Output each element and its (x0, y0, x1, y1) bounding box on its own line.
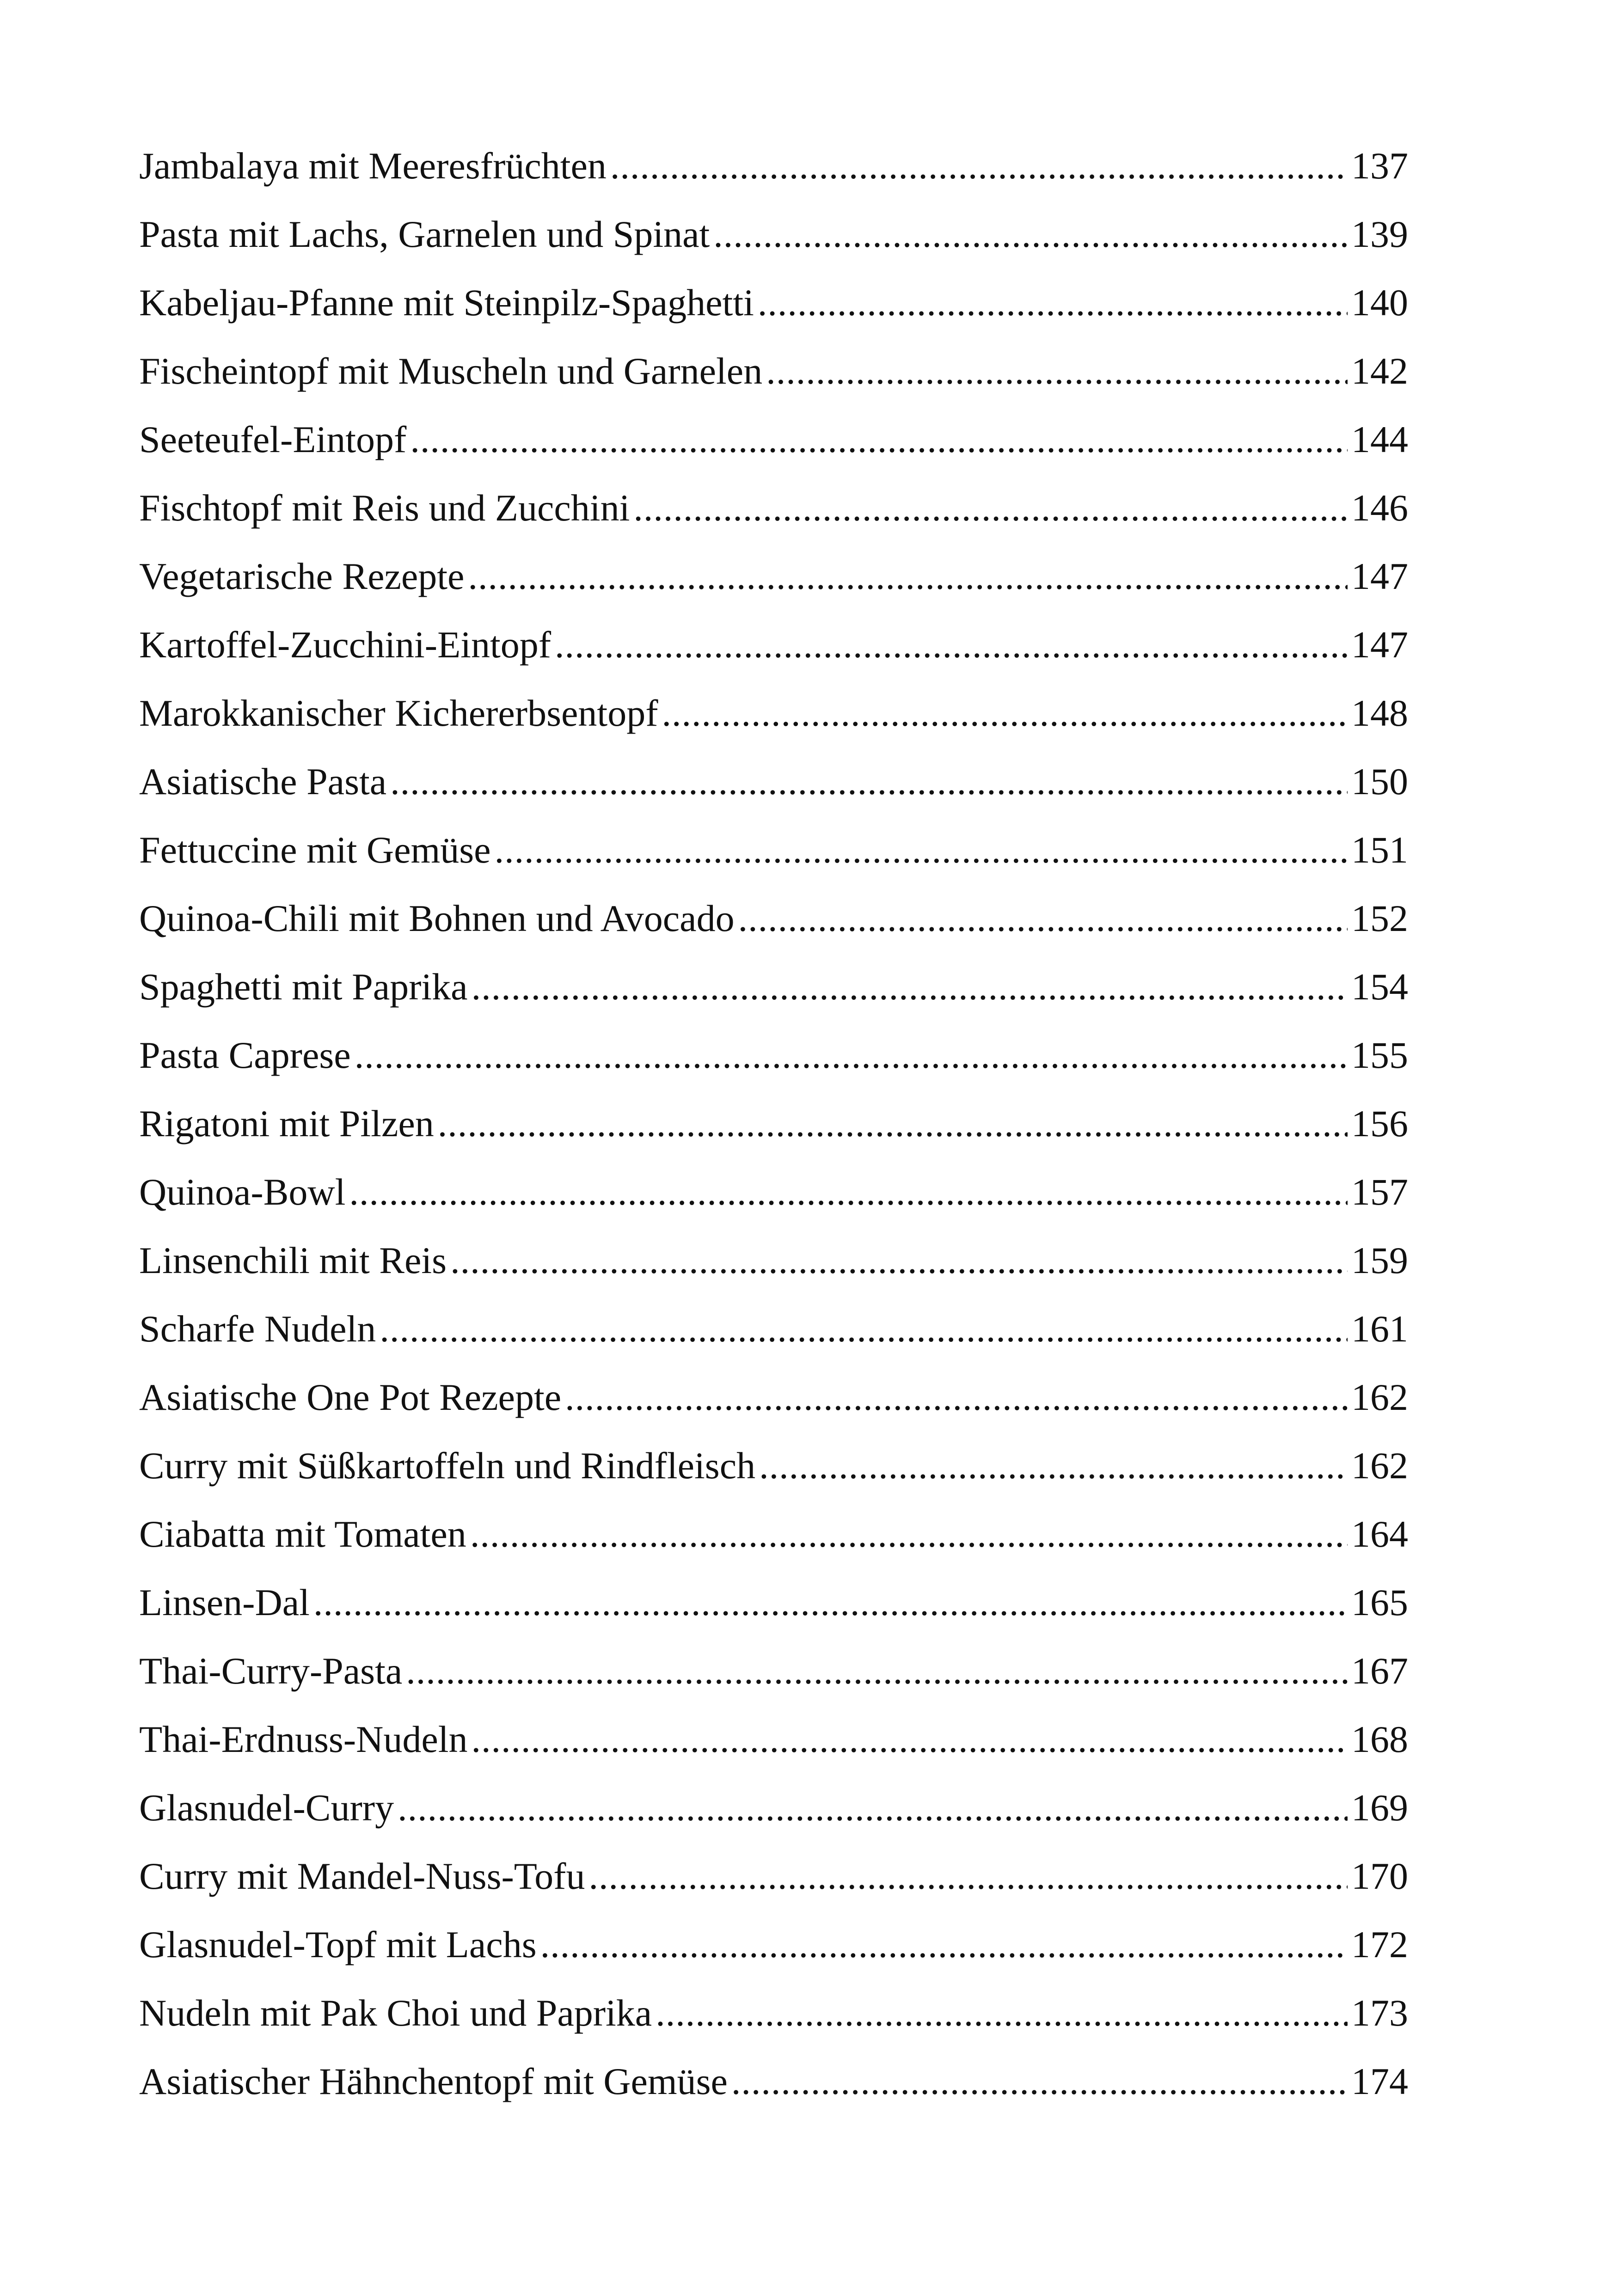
toc-entry-title: Thai-Curry-Pasta (139, 1650, 403, 1692)
toc-dot-leader (398, 1774, 1348, 1842)
toc-entry-page-number: 157 (1351, 1171, 1408, 1213)
toc-entry[interactable] (139, 474, 1408, 542)
toc-entry-title: Pasta Caprese (139, 1034, 351, 1076)
toc-entry-page-number: 174 (1351, 2060, 1408, 2102)
toc-entry-page-number: 147 (1351, 624, 1408, 666)
toc-entry[interactable] (139, 1979, 1408, 2047)
toc-entry[interactable] (139, 1568, 1408, 1637)
toc-entry-title: Rigatoni mit Pilzen (139, 1102, 434, 1145)
toc-entry[interactable] (139, 337, 1408, 405)
toc-entry-title: Fischtopf mit Reis und Zucchini (139, 487, 630, 529)
toc-entry-title: Curry mit Süßkartoffeln und Rindfleisch (139, 1445, 756, 1487)
toc-entry-title: Nudeln mit Pak Choi und Paprika (139, 1992, 652, 2034)
toc-entry-page-number: 170 (1351, 1855, 1408, 1897)
toc-dot-leader (472, 953, 1348, 1021)
toc-entry-title: Glasnudel-Curry (139, 1787, 394, 1829)
toc-entry[interactable] (139, 1910, 1408, 1979)
toc-dot-leader (766, 337, 1348, 405)
toc-entry-page-number: 161 (1351, 1308, 1408, 1350)
toc-entry-page-number: 146 (1351, 487, 1408, 529)
toc-dot-leader (313, 1568, 1348, 1637)
toc-entry-page-number: 151 (1351, 829, 1408, 871)
toc-dot-leader (738, 884, 1348, 953)
toc-dot-leader (410, 405, 1348, 474)
toc-entry[interactable] (139, 405, 1408, 474)
toc-dot-leader (662, 679, 1348, 747)
toc-entry-page-number: 162 (1351, 1445, 1408, 1487)
toc-dot-leader (450, 1226, 1348, 1295)
toc-dot-leader (565, 1363, 1348, 1432)
toc-dot-leader (380, 1295, 1348, 1363)
toc-entry-page-number: 162 (1351, 1376, 1408, 1418)
toc-entry[interactable] (139, 816, 1408, 884)
toc-dot-leader (540, 1910, 1348, 1979)
toc-entry-title: Ciabatta mit Tomaten (139, 1513, 466, 1555)
toc-entry[interactable] (139, 1637, 1408, 1705)
toc-entry-title: Spaghetti mit Paprika (139, 966, 468, 1008)
toc-entry-page-number: 165 (1351, 1581, 1408, 1623)
toc-entry-page-number: 148 (1351, 692, 1408, 734)
toc-dot-leader (656, 1979, 1348, 2047)
toc-dot-leader (633, 474, 1348, 542)
toc-dot-leader (472, 1705, 1348, 1774)
toc-entry[interactable] (139, 884, 1408, 953)
toc-entry[interactable] (139, 132, 1408, 200)
toc-entry-page-number: 140 (1351, 282, 1408, 324)
toc-dot-leader (349, 1158, 1348, 1226)
toc-entry-title: Curry mit Mandel-Nuss-Tofu (139, 1855, 585, 1897)
toc-entry[interactable] (139, 1158, 1408, 1226)
toc-entry-page-number: 142 (1351, 350, 1408, 392)
toc-entry-page-number: 167 (1351, 1650, 1408, 1692)
toc-entry-page-number: 152 (1351, 897, 1408, 939)
toc-entry-title: Fischeintopf mit Muscheln und Garnelen (139, 350, 763, 392)
toc-entry-title: Asiatische One Pot Rezepte (139, 1376, 562, 1418)
toc-entry-page-number: 150 (1351, 760, 1408, 802)
toc-entry[interactable] (139, 1226, 1408, 1295)
toc-entry[interactable] (139, 1705, 1408, 1774)
toc-entry-title: Marokkanischer Kichererbsentopf (139, 692, 658, 734)
toc-entry[interactable] (139, 542, 1408, 611)
toc-entry-title: Asiatische Pasta (139, 760, 387, 802)
toc-dot-leader (355, 1021, 1348, 1090)
toc-dot-leader (406, 1637, 1348, 1705)
toc-entry-page-number: 168 (1351, 1718, 1408, 1760)
toc-entry-title: Fettuccine mit Gemüse (139, 829, 491, 871)
toc-entry-title: Linsen-Dal (139, 1581, 310, 1623)
toc-dot-leader (495, 816, 1348, 884)
toc-entry[interactable] (139, 1842, 1408, 1910)
toc-entry-title: Thai-Erdnuss-Nudeln (139, 1718, 468, 1760)
table-of-contents (139, 132, 1408, 2116)
toc-dot-leader (731, 2047, 1348, 2116)
toc-entry-title: Seeteufel-Eintopf (139, 418, 407, 460)
toc-entry-title: Pasta mit Lachs, Garnelen und Spinat (139, 213, 710, 255)
toc-dot-leader (759, 1432, 1348, 1500)
toc-entry-page-number: 144 (1351, 418, 1408, 460)
toc-entry[interactable] (139, 1432, 1408, 1500)
toc-entry[interactable] (139, 1774, 1408, 1842)
toc-entry-page-number: 172 (1351, 1923, 1408, 1965)
toc-entry[interactable] (139, 611, 1408, 679)
toc-entry-title: Linsenchili mit Reis (139, 1239, 447, 1281)
toc-entry[interactable] (139, 200, 1408, 269)
toc-entry-title: Kartoffel-Zucchini-Eintopf (139, 624, 552, 666)
toc-dot-leader (390, 747, 1348, 816)
toc-dot-leader (588, 1842, 1348, 1910)
toc-entry[interactable] (139, 679, 1408, 747)
toc-dot-leader (468, 542, 1348, 611)
toc-entry-page-number: 137 (1351, 145, 1408, 187)
toc-entry-page-number: 169 (1351, 1787, 1408, 1829)
toc-entry-title: Kabeljau-Pfanne mit Steinpilz-Spaghetti (139, 282, 754, 324)
toc-dot-leader (610, 132, 1348, 200)
toc-entry-page-number: 156 (1351, 1102, 1408, 1145)
toc-entry[interactable] (139, 1500, 1408, 1568)
toc-entry-title: Quinoa-Chili mit Bohnen und Avocado (139, 897, 735, 939)
toc-entry-page-number: 154 (1351, 966, 1408, 1008)
toc-entry-page-number: 147 (1351, 555, 1408, 597)
toc-entry-page-number: 164 (1351, 1513, 1408, 1555)
toc-entry[interactable] (139, 1295, 1408, 1363)
toc-entry[interactable] (139, 1021, 1408, 1090)
toc-entry[interactable] (139, 747, 1408, 816)
toc-dot-leader (555, 611, 1348, 679)
toc-entry-title: Vegetarische Rezepte (139, 555, 465, 597)
toc-dot-leader (438, 1090, 1348, 1158)
toc-entry-page-number: 139 (1351, 213, 1408, 255)
toc-dot-leader (758, 269, 1348, 337)
toc-entry-title: Quinoa-Bowl (139, 1171, 346, 1213)
toc-entry[interactable] (139, 269, 1408, 337)
toc-entry[interactable] (139, 1363, 1408, 1432)
toc-entry-title: Jambalaya mit Meeresfrüchten (139, 145, 607, 187)
toc-entry-title: Glasnudel-Topf mit Lachs (139, 1923, 537, 1965)
toc-entry[interactable] (139, 2047, 1408, 2116)
toc-entry[interactable] (139, 953, 1408, 1021)
toc-entry-title: Scharfe Nudeln (139, 1308, 376, 1350)
toc-entry[interactable] (139, 1090, 1408, 1158)
toc-entry-title: Asiatischer Hähnchentopf mit Gemüse (139, 2060, 728, 2102)
toc-dot-leader (713, 200, 1348, 269)
toc-entry-page-number: 159 (1351, 1239, 1408, 1281)
toc-entry-page-number: 155 (1351, 1034, 1408, 1076)
toc-entry-page-number: 173 (1351, 1992, 1408, 2034)
toc-dot-leader (470, 1500, 1348, 1568)
